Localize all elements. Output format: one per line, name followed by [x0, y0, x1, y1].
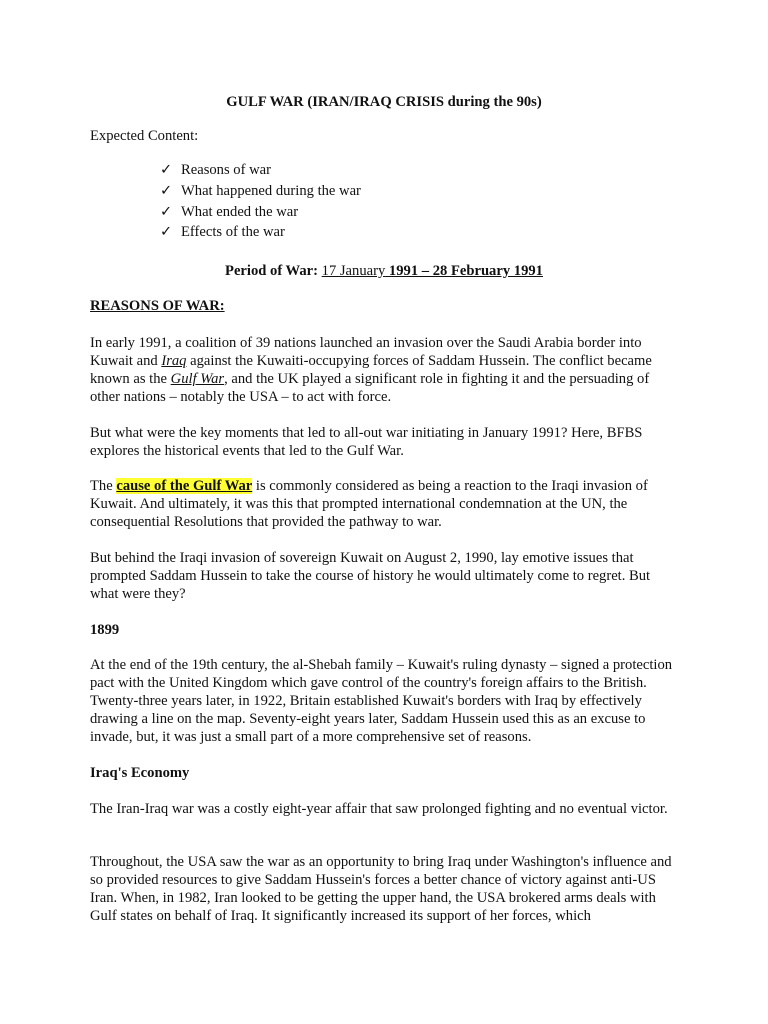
paragraph-text: is commonly considered as being a reaction to the Iraqi invasion of Kuwait. And ultimately, it was this that prompted international condemnation at the UN, the consequential Resolutions that provided the pathway to war. [90, 478, 648, 530]
list-item-label: What happened during the war [181, 182, 361, 199]
cause-of-gulf-war-highlight[interactable]: cause of the Gulf War [116, 478, 253, 494]
checkmark-icon: ✓ [160, 162, 173, 178]
paragraph-key-moments: But what were the key moments that led to all-out war initiating in January 1991? Here, BFBS explores the historical events that led to the Gulf War. [90, 425, 643, 459]
reasons-heading: REASONS OF WAR: [90, 298, 225, 314]
paragraph-cause [90, 477, 680, 531]
list-item-label: Reasons of war [181, 162, 271, 178]
expected-content-list [160, 160, 361, 243]
paragraph-1899: At the end of the 19th century, the al-Shebah family – Kuwait's ruling dynasty – signed a protection pact with the United Kingdom which gave control of the country's foreign affairs to the British. Twenty-three years later, in 1922, Britain established Kuwait's borders with Iraq by effectively drawing a line on the map. Seventy-eight years later, Saddam Hussein used this as an excuse to invade, but, it was just a small part of a more comprehensive set of reasons. [90, 657, 673, 745]
paragraph-iran-iraq-war: The Iran-Iraq war was a costly eight-year affair that saw prolonged fighting and no eventual victor. [90, 801, 668, 817]
list-item [160, 202, 361, 223]
list-item-label: What ended the war [181, 203, 299, 220]
list-item [160, 160, 361, 181]
paragraph-coalition [90, 334, 680, 406]
paragraph-text: , and the UK played a significant role in fighting it and the persuading of other nations – notably the USA – to act with force. [90, 371, 650, 405]
period-of-war [0, 262, 768, 280]
period-start-date: 17 January [321, 263, 386, 279]
paragraph-text: against the Kuwaiti-occupying forces of Saddam Hussein. The conflict became known as the [90, 353, 652, 387]
checkmark-icon: ✓ [160, 224, 173, 241]
list-item [160, 222, 361, 243]
paragraph-text: The [90, 478, 117, 494]
iraq-link[interactable]: Iraq [161, 353, 187, 369]
heading-1899: 1899 [90, 622, 120, 638]
gulf-war-link[interactable]: Gulf War [170, 371, 225, 387]
period-dates [322, 263, 543, 279]
period-label: Period of War: [225, 263, 322, 279]
paragraph-usa-influence: Throughout, the USA saw the war as an opportunity to bring Iraq under Washington's influence and so provided resources to give Saddam Hussein's forces a better chance of victory against anti-US Iran. When, in 1982, Iran looked to be getting the upper hand, the USA brokered arms deals with Gulf states on behalf of Iraq. It significantly increased its support of her forces, which [90, 854, 672, 924]
expected-content-label: Expected Content: [90, 128, 199, 144]
list-item [160, 181, 361, 202]
list-item-label: Effects of the war [181, 224, 285, 241]
heading-iraq-economy: Iraq's Economy [90, 765, 190, 781]
paragraph-text: In early 1991, a coalition of 39 nations launched an invasion over the Saudi Arabia border into Kuwait and [90, 335, 642, 369]
checkmark-icon: ✓ [160, 203, 173, 220]
paragraph-invasion: But behind the Iraqi invasion of sovereign Kuwait on August 2, 1990, lay emotive issues that prompted Saddam Hussein to take the course of history he would ultimately come to regret. But what were they? [90, 550, 651, 602]
period-range: 1991 – 28 February 1991 [385, 263, 543, 279]
checkmark-icon: ✓ [160, 182, 173, 199]
document-title: GULF WAR (IRAN/IRAQ CRISIS during the 90s) [226, 94, 542, 110]
